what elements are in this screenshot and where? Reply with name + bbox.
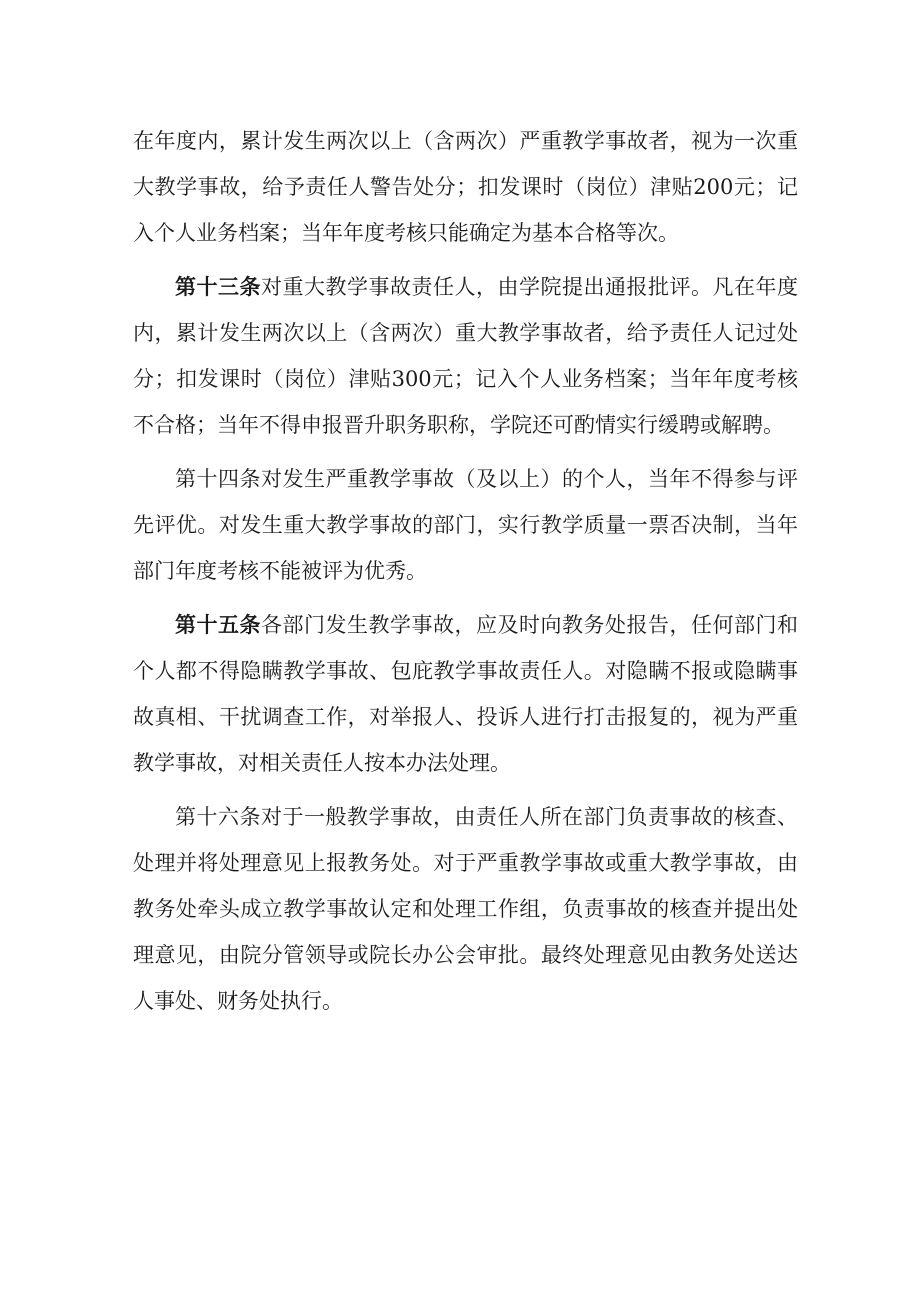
paragraph-article-15 bbox=[133, 602, 798, 786]
paragraph-text: 第十六条对于一般教学事故，由责任人所在部门负责事故的核查、处理并将处理意见上报教务处。对于严重教学事故或重大教学事故，由教务处牵头成立教学事故认定和处理工作组，负责事故的核查并提出处理意见，由院分管领导或院长办公会审批。最终处理意见由教务处送达人事处、财务处执行。 bbox=[133, 805, 798, 1013]
paragraph-article-16 bbox=[133, 794, 798, 1024]
document-page bbox=[133, 118, 798, 1032]
paragraph-continuation bbox=[133, 118, 798, 256]
paragraph-text: 在年度内，累计发生两次以上（含两次）严重教学事故者，视为一次重大教学事故，给予责任人警告处分；扣发课时（岗位）津贴200元；记入个人业务档案；当年年度考核只能确定为基本合格等次。 bbox=[133, 129, 798, 245]
article-heading: 第十三条 bbox=[175, 275, 261, 299]
article-heading: 第十五条 bbox=[175, 613, 261, 637]
paragraph-text: 对重大教学事故责任人，由学院提出通报批评。凡在年度内，累计发生两次以上（含两次）重大教学事故者，给予责任人记过处分；扣发课时（岗位）津贴300元；记入个人业务档案；当年年度考核不合格；当年不得申报晋升职务职称，学院还可酌情实行缓聘或解聘。 bbox=[133, 275, 798, 437]
paragraph-text: 第十四条对发生严重教学事故（及以上）的个人，当年不得参与评先评优。对发生重大教学事故的部门，实行教学质量一票否决制，当年部门年度考核不能被评为优秀。 bbox=[133, 467, 798, 583]
paragraph-text: 各部门发生教学事故，应及时向教务处报告，任何部门和个人都不得隐瞒教学事故、包庇教学事故责任人。对隐瞒不报或隐瞒事故真相、干扰调查工作，对举报人、投诉人进行打击报复的，视为严重教学事故，对相关责任人按本办法处理。 bbox=[133, 613, 798, 775]
paragraph-article-13 bbox=[133, 264, 798, 448]
paragraph-article-14 bbox=[133, 456, 798, 594]
